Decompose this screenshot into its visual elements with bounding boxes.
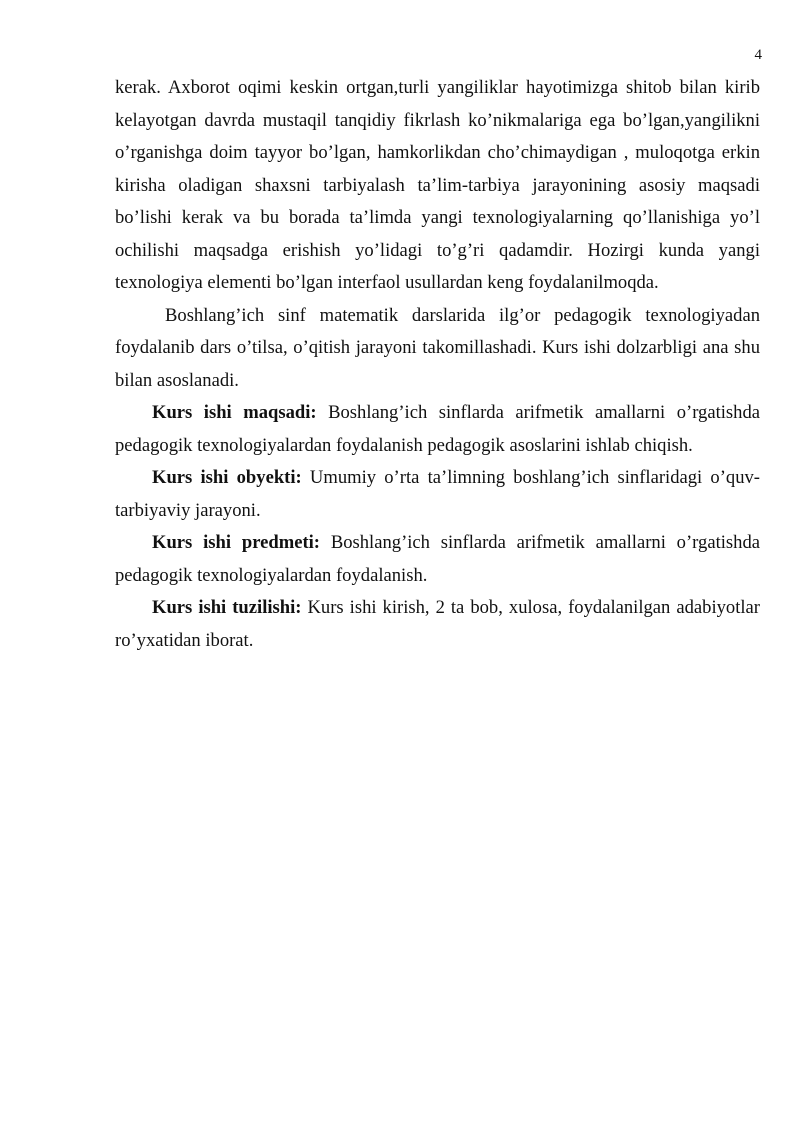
- goal-text: Boshlang’ich sinflarda arifmetik amallarni o’rgatishda pedagogik texnologiyalardan foydalanish pedagogik asoslarini ishlab chiqish.: [115, 402, 761, 456]
- goal-label: Kurs ishi maqsadi:: [152, 402, 317, 423]
- page-number: 4: [754, 47, 762, 63]
- paragraph-goal: [115, 397, 760, 462]
- paragraph-subject: [115, 527, 760, 592]
- object-text: Umumiy o’rta ta’limning boshlang’ich sinflaridagi o’quv-tarbiyaviy jarayoni.: [115, 467, 760, 521]
- subject-text: Boshlang’ich sinflarda arifmetik amallarni o’rgatishda pedagogik texnologiyalardan foydalanish.: [115, 532, 760, 586]
- structure-label: Kurs ishi tuzilishi:: [152, 597, 302, 618]
- paragraph-intro-continuation: kerak. Axborot oqimi keskin ortgan,turli yangiliklar hayotimizga shitob bilan kirib kelayotgan davrda mustaqil tanqidiy fikrlash ko’nikmalariga ega bo’lgan,yangilikni o’rganishga doim tayyor bo’lgan, hamkorlikdan cho’chimaydigan , muloqotga erkin kirisha oladigan shaxsni tarbiyalash ta’lim-tarbiya jarayonining asosiy maqsadi bo’lishi kerak va bu borada ta’limda yangi texnologiyalarning qo’llanishiga yo’l ochilishi maqsadga erishish yo’lidagi to’g’ri qadamdir. Hozirgi kunda yangi texnologiya elementi bo’lgan interfaol usullardan keng foydalanilmoqda.: [115, 77, 760, 293]
- document-body: [115, 72, 760, 657]
- paragraph-object: [115, 462, 760, 527]
- paragraph-structure: [115, 592, 760, 657]
- object-label: Kurs ishi obyekti:: [152, 467, 302, 488]
- structure-text: Kurs ishi kirish, 2 ta bob, xulosa, foydalanilgan adabiyotlar ro’yxatidan iborat.: [115, 597, 760, 651]
- subject-label: Kurs ishi predmeti:: [152, 532, 320, 553]
- paragraph-relevance: Boshlang’ich sinf matematik darslarida ilg’or pedagogik texnologiyadan foydalanib dars o’tilsa, o’qitish jarayoni takomillashadi. Kurs ishi dolzarbligi ana shu bilan asoslanadi.: [115, 304, 760, 391]
